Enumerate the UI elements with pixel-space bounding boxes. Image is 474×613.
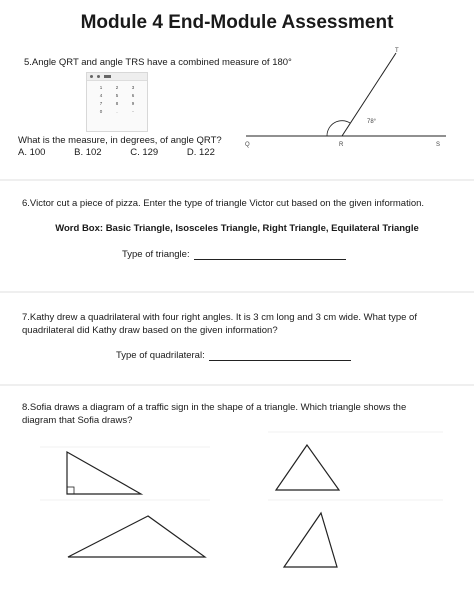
calculator-key: 8: [115, 101, 119, 106]
point-label-r: R: [339, 142, 344, 148]
q7-prompt-line2: quadrilateral did Kathy draw based on the given information?: [22, 325, 278, 336]
calculator-key: 9: [131, 101, 135, 106]
choice-c[interactable]: C. 129: [130, 147, 159, 158]
q7-answer-row: [116, 350, 351, 361]
page-title: Module 4 End-Module Assessment: [80, 12, 394, 33]
scalene-triangle-option[interactable]: [284, 513, 337, 567]
word-box: Word Box: Basic Triangle, Isosceles Triangle, Right Triangle, Equilateral Triangle: [55, 223, 419, 234]
q6-answer-label: Type of triangle:: [122, 249, 190, 260]
q5-prompt: 5.Angle QRT and angle TRS have a combined measure of 180°: [24, 57, 292, 68]
calculator-key: 7: [99, 101, 103, 106]
calculator-key: 3: [131, 85, 135, 90]
calculator-key: 2: [115, 85, 119, 90]
choice-d[interactable]: D. 122: [186, 147, 215, 158]
q5-question: What is the measure, in degrees, of angle QRT?: [18, 135, 222, 146]
q6-answer-blank[interactable]: [194, 249, 346, 260]
equilateral-triangle-option[interactable]: [276, 445, 339, 490]
q7-answer-label: Type of quadrilateral:: [116, 350, 205, 361]
point-label-s: S: [436, 142, 441, 148]
calculator-key: 4: [99, 93, 103, 98]
choice-b[interactable]: B. 102: [74, 147, 102, 158]
q8-prompt-line2: diagram that Sofia draws?: [22, 415, 133, 426]
q8-prompt-line1: 8.Sofia draws a diagram of a traffic sign in the shape of a triangle. Which triangle shows the: [22, 402, 407, 413]
calculator-key: .: [116, 109, 118, 114]
calculator-key: -: [132, 109, 134, 114]
calculator-key: 5: [115, 93, 119, 98]
calculator-key: 6: [131, 93, 135, 98]
right-angle-marker: [67, 487, 74, 494]
angle-label: 78°: [367, 119, 377, 125]
q6-prompt: 6.Victor cut a piece of pizza. Enter the type of triangle Victor cut based on the given information.: [22, 198, 425, 209]
point-label-q: Q: [245, 142, 250, 148]
right-triangle-option[interactable]: [67, 452, 141, 494]
q6-answer-row: [122, 249, 346, 260]
choice-a[interactable]: A. 100: [18, 147, 46, 158]
obtuse-triangle-option[interactable]: [68, 516, 205, 557]
calculator-key: 1: [99, 85, 103, 90]
point-label-t: T: [395, 48, 399, 54]
q7-answer-blank[interactable]: [209, 350, 351, 361]
q7-prompt-line1: 7.Kathy drew a quadrilateral with four right angles. It is 3 cm long and 3 cm wide. What type of: [22, 312, 417, 323]
calculator-key: 0: [99, 109, 103, 114]
